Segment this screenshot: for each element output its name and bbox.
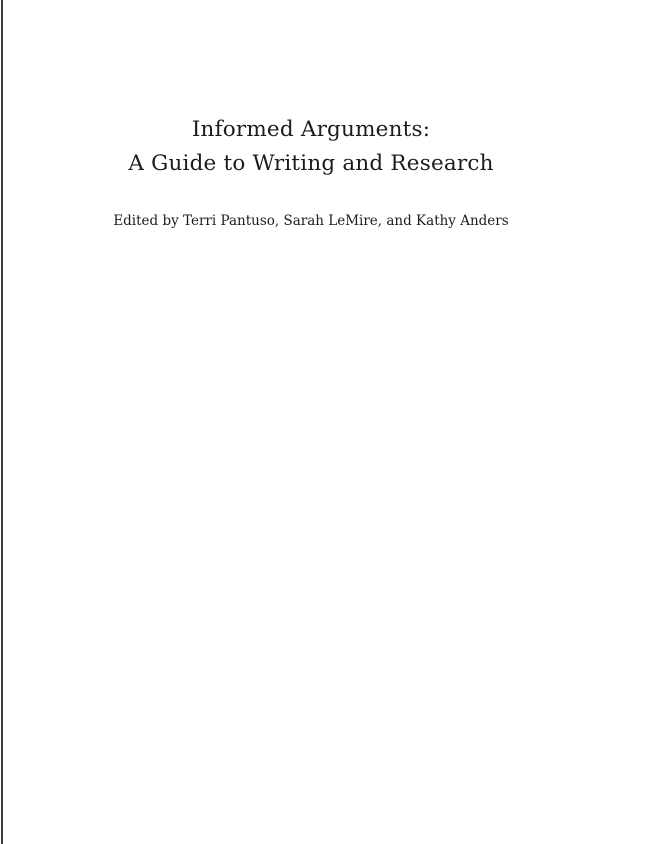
book-title-line-1: Informed Arguments:	[191, 117, 431, 142]
book-title	[0, 113, 622, 181]
editors-byline: Edited by Terri Pantuso, Sarah LeMire, and Kathy Anders	[113, 213, 509, 229]
book-title-line-2: A Guide to Writing and Research	[128, 151, 494, 176]
